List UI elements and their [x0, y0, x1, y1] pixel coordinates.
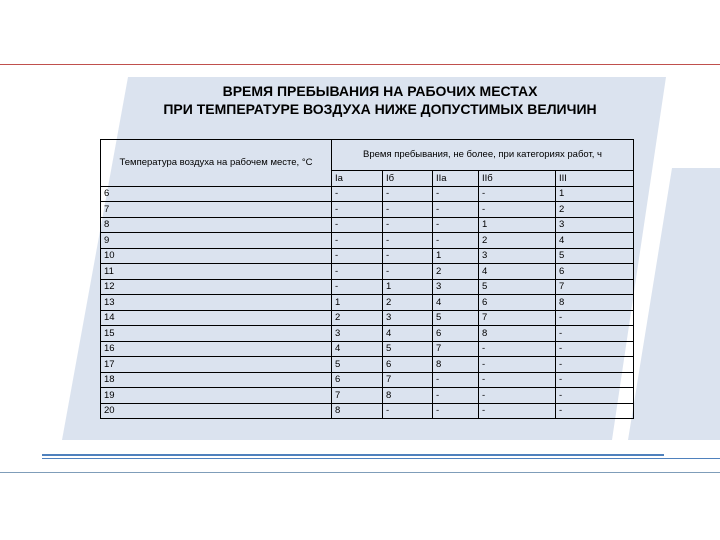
time-cell: -	[332, 217, 383, 233]
table-row	[101, 279, 634, 295]
time-cell: -	[479, 186, 556, 202]
time-cell: 2	[556, 202, 634, 218]
time-cell: 3	[332, 326, 383, 342]
time-cell: 5	[479, 279, 556, 295]
table-row	[101, 372, 634, 388]
time-cell: -	[332, 233, 383, 249]
time-cell: -	[556, 341, 634, 357]
time-cell: -	[332, 264, 383, 280]
table-row	[101, 326, 634, 342]
time-cell: 5	[556, 248, 634, 264]
category-header: IIа	[433, 171, 479, 187]
table-row	[101, 357, 634, 373]
time-cell: 1	[332, 295, 383, 311]
category-header: IIб	[479, 171, 556, 187]
time-cell: -	[479, 357, 556, 373]
temperature-cell: 7	[101, 202, 332, 218]
time-cell: 2	[332, 310, 383, 326]
table-row	[101, 341, 634, 357]
time-cell: -	[556, 357, 634, 373]
time-cell: 3	[556, 217, 634, 233]
time-cell: -	[383, 217, 433, 233]
time-cell: 5	[383, 341, 433, 357]
time-cell: 8	[479, 326, 556, 342]
time-cell: -	[479, 372, 556, 388]
bottom-blue-line	[42, 454, 664, 456]
time-cell: 8	[433, 357, 479, 373]
temperature-cell: 6	[101, 186, 332, 202]
table-row	[101, 233, 634, 249]
temperature-cell: 12	[101, 279, 332, 295]
temperature-cell: 19	[101, 388, 332, 404]
time-cell: 4	[433, 295, 479, 311]
time-cell: 3	[433, 279, 479, 295]
exposure-time-table	[100, 139, 634, 419]
time-cell: -	[433, 186, 479, 202]
table-header-row	[101, 140, 634, 171]
category-header: III	[556, 171, 634, 187]
time-cell: -	[556, 310, 634, 326]
time-cell: -	[332, 248, 383, 264]
time-cell: -	[433, 217, 479, 233]
category-header: Iб	[383, 171, 433, 187]
time-cell: -	[433, 403, 479, 419]
time-cell: 1	[556, 186, 634, 202]
time-cell: -	[479, 388, 556, 404]
time-cell: 3	[479, 248, 556, 264]
time-cell: -	[332, 279, 383, 295]
time-cell: 2	[433, 264, 479, 280]
time-cell: -	[383, 186, 433, 202]
time-cell: -	[479, 403, 556, 419]
table-body	[101, 186, 634, 419]
time-cell: 6	[433, 326, 479, 342]
time-cell: 4	[556, 233, 634, 249]
time-cell: -	[479, 202, 556, 218]
time-cell: -	[383, 248, 433, 264]
time-cell: -	[556, 388, 634, 404]
time-cell: -	[383, 403, 433, 419]
table-row	[101, 403, 634, 419]
time-cell: 5	[332, 357, 383, 373]
time-cell: 8	[383, 388, 433, 404]
table-row	[101, 186, 634, 202]
time-cell: -	[556, 326, 634, 342]
temperature-cell: 17	[101, 357, 332, 373]
time-cell: 2	[383, 295, 433, 311]
time-cell: 1	[383, 279, 433, 295]
temperature-cell: 20	[101, 403, 332, 419]
time-cell: -	[383, 264, 433, 280]
table-row	[101, 295, 634, 311]
time-cell: 6	[479, 295, 556, 311]
time-cell: -	[383, 233, 433, 249]
time-cell: 6	[332, 372, 383, 388]
temperature-cell: 15	[101, 326, 332, 342]
table-row	[101, 202, 634, 218]
time-cell: 8	[556, 295, 634, 311]
time-cell: 7	[479, 310, 556, 326]
slide-title	[100, 82, 660, 118]
category-header: Iа	[332, 171, 383, 187]
temperature-cell: 10	[101, 248, 332, 264]
time-cell: 7	[332, 388, 383, 404]
time-cell: -	[332, 202, 383, 218]
title-line-2: ПРИ ТЕМПЕРАТУРЕ ВОЗДУХА НИЖЕ ДОПУСТИМЫХ ВЕЛИЧИН	[163, 101, 597, 117]
header-time: Время пребывания, не более, при категориях работ, ч	[332, 140, 634, 171]
time-cell: -	[433, 233, 479, 249]
temperature-cell: 16	[101, 341, 332, 357]
time-cell: 7	[433, 341, 479, 357]
time-cell: 7	[383, 372, 433, 388]
temperature-cell: 14	[101, 310, 332, 326]
time-cell: -	[433, 202, 479, 218]
time-cell: -	[556, 372, 634, 388]
time-cell: 3	[383, 310, 433, 326]
time-cell: 6	[383, 357, 433, 373]
header-temperature: Температура воздуха на рабочем месте, °С	[101, 140, 332, 187]
time-cell: 7	[556, 279, 634, 295]
time-cell: -	[383, 202, 433, 218]
table-row	[101, 310, 634, 326]
time-cell: 5	[433, 310, 479, 326]
time-cell: 4	[332, 341, 383, 357]
title-line-1: ВРЕМЯ ПРЕБЫВАНИЯ НА РАБОЧИХ МЕСТАХ	[222, 83, 538, 99]
table-row	[101, 264, 634, 280]
table-row	[101, 388, 634, 404]
time-cell: -	[479, 341, 556, 357]
temperature-cell: 18	[101, 372, 332, 388]
time-cell: 1	[479, 217, 556, 233]
temperature-cell: 11	[101, 264, 332, 280]
table-row	[101, 217, 634, 233]
time-cell: 4	[383, 326, 433, 342]
temperature-cell: 8	[101, 217, 332, 233]
temperature-cell: 9	[101, 233, 332, 249]
table-row	[101, 248, 634, 264]
time-cell: -	[332, 186, 383, 202]
bottom-divider	[0, 472, 720, 473]
time-cell: -	[433, 388, 479, 404]
time-cell: 8	[332, 403, 383, 419]
time-cell: -	[433, 372, 479, 388]
temperature-cell: 13	[101, 295, 332, 311]
bottom-blue-line-thin	[42, 458, 720, 459]
time-cell: 4	[479, 264, 556, 280]
time-cell: 2	[479, 233, 556, 249]
time-cell: 1	[433, 248, 479, 264]
time-cell: -	[556, 403, 634, 419]
time-cell: 6	[556, 264, 634, 280]
